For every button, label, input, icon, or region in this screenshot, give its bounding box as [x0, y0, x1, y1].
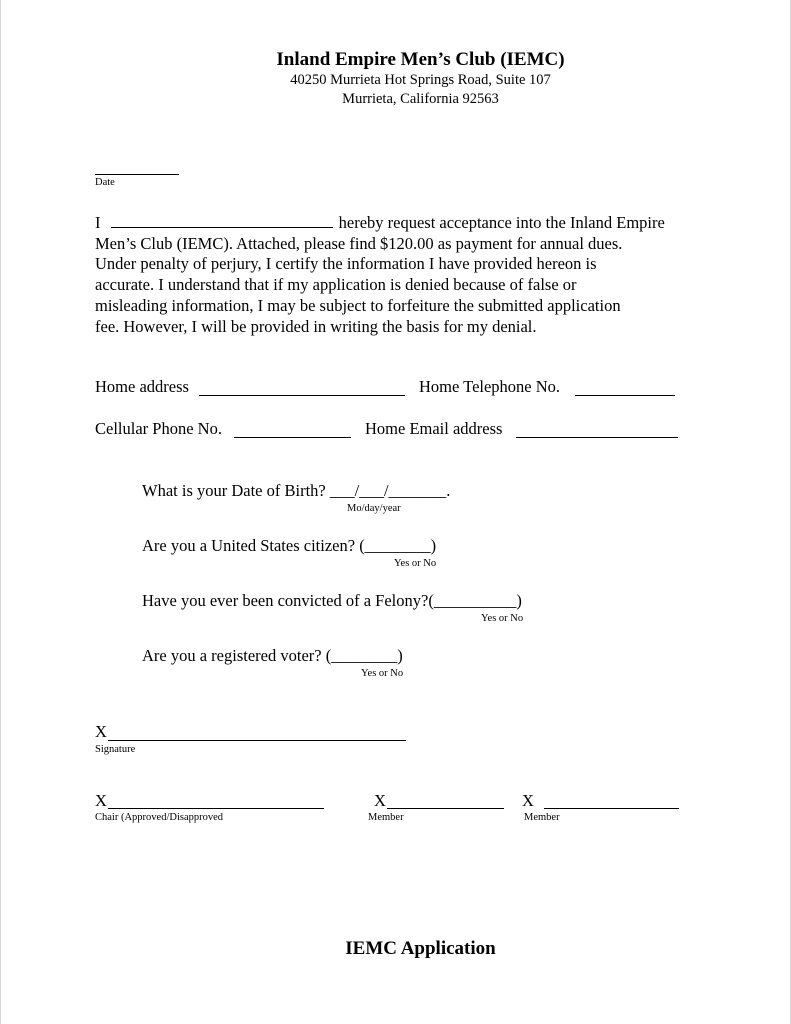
member1-signature-field[interactable] — [387, 808, 504, 809]
member1-label: Member — [368, 812, 404, 823]
dob-label: What is your Date of Birth? — [142, 481, 326, 500]
statement-line1-rest: hereby request acceptance into the Inland Empire — [338, 213, 665, 232]
member2-label: Member — [524, 812, 560, 823]
member1-x: X — [374, 791, 386, 810]
voter-label: Are you a registered voter? — [142, 646, 322, 665]
home-telephone-field[interactable] — [575, 395, 675, 396]
felony-question — [142, 591, 522, 611]
felony-field[interactable]: (__________) — [428, 591, 522, 610]
applicant-name-field[interactable] — [111, 212, 333, 228]
citizen-question — [142, 536, 436, 556]
statement-line-4: accurate. I understand that if my application is denied because of false or — [95, 275, 577, 295]
statement-line-3: Under penalty of perjury, I certify the information I have provided hereon is — [95, 254, 597, 274]
statement-lead: I — [95, 213, 101, 232]
cellular-phone-field[interactable] — [234, 437, 351, 438]
home-address-label: Home address — [95, 377, 189, 396]
application-statement — [95, 212, 705, 337]
statement-line-5: misleading information, I may be subject to forfeiture the submitted application — [95, 295, 621, 315]
dob-question — [142, 481, 450, 501]
cellular-phone-label: Cellular Phone No. — [95, 419, 222, 438]
citizen-field[interactable]: (________) — [359, 536, 437, 555]
citizen-label: Are you a United States citizen? — [142, 536, 356, 555]
dob-hint: Mo/day/year — [347, 503, 401, 514]
home-telephone-label: Home Telephone No. — [419, 377, 561, 396]
home-address-field[interactable] — [199, 395, 405, 396]
footer-title: IEMC Application — [345, 938, 496, 959]
statement-line-2: Men’s Club (IEMC). Attached, please find $120.00 as payment for annual dues. — [95, 233, 623, 253]
citizen-hint: Yes or No — [394, 558, 437, 569]
chair-signature-field[interactable] — [108, 808, 324, 809]
member2-x: X — [522, 791, 534, 810]
club-address-line2: Murrieta, California 92563 — [342, 91, 499, 107]
voter-question — [142, 646, 403, 666]
voter-field[interactable]: (________) — [325, 646, 403, 665]
chair-x: X — [95, 791, 107, 810]
club-address-line1: 40250 Murrieta Hot Springs Road, Suite 107 — [290, 72, 551, 88]
voter-hint: Yes or No — [361, 668, 404, 679]
date-label: Date — [95, 177, 115, 188]
signature-x: X — [95, 722, 107, 741]
statement-line-1 — [95, 212, 705, 234]
statement-line-6: fee. However, I will be provided in writing the basis for my denial. — [95, 316, 537, 336]
club-title: Inland Empire Men’s Club (IEMC) — [276, 49, 565, 70]
felony-label: Have you ever been convicted of a Felony? — [142, 591, 429, 610]
home-email-label: Home Email address — [365, 419, 503, 438]
signature-field[interactable] — [108, 740, 406, 741]
signature-label: Signature — [95, 744, 136, 755]
home-email-field[interactable] — [516, 437, 678, 438]
date-field-line[interactable] — [95, 174, 179, 175]
dob-field[interactable]: ___/___/_______. — [329, 481, 451, 500]
felony-hint: Yes or No — [481, 613, 524, 624]
member2-signature-field[interactable] — [544, 808, 679, 809]
chair-label: Chair (Approved/Disapproved — [95, 812, 224, 823]
